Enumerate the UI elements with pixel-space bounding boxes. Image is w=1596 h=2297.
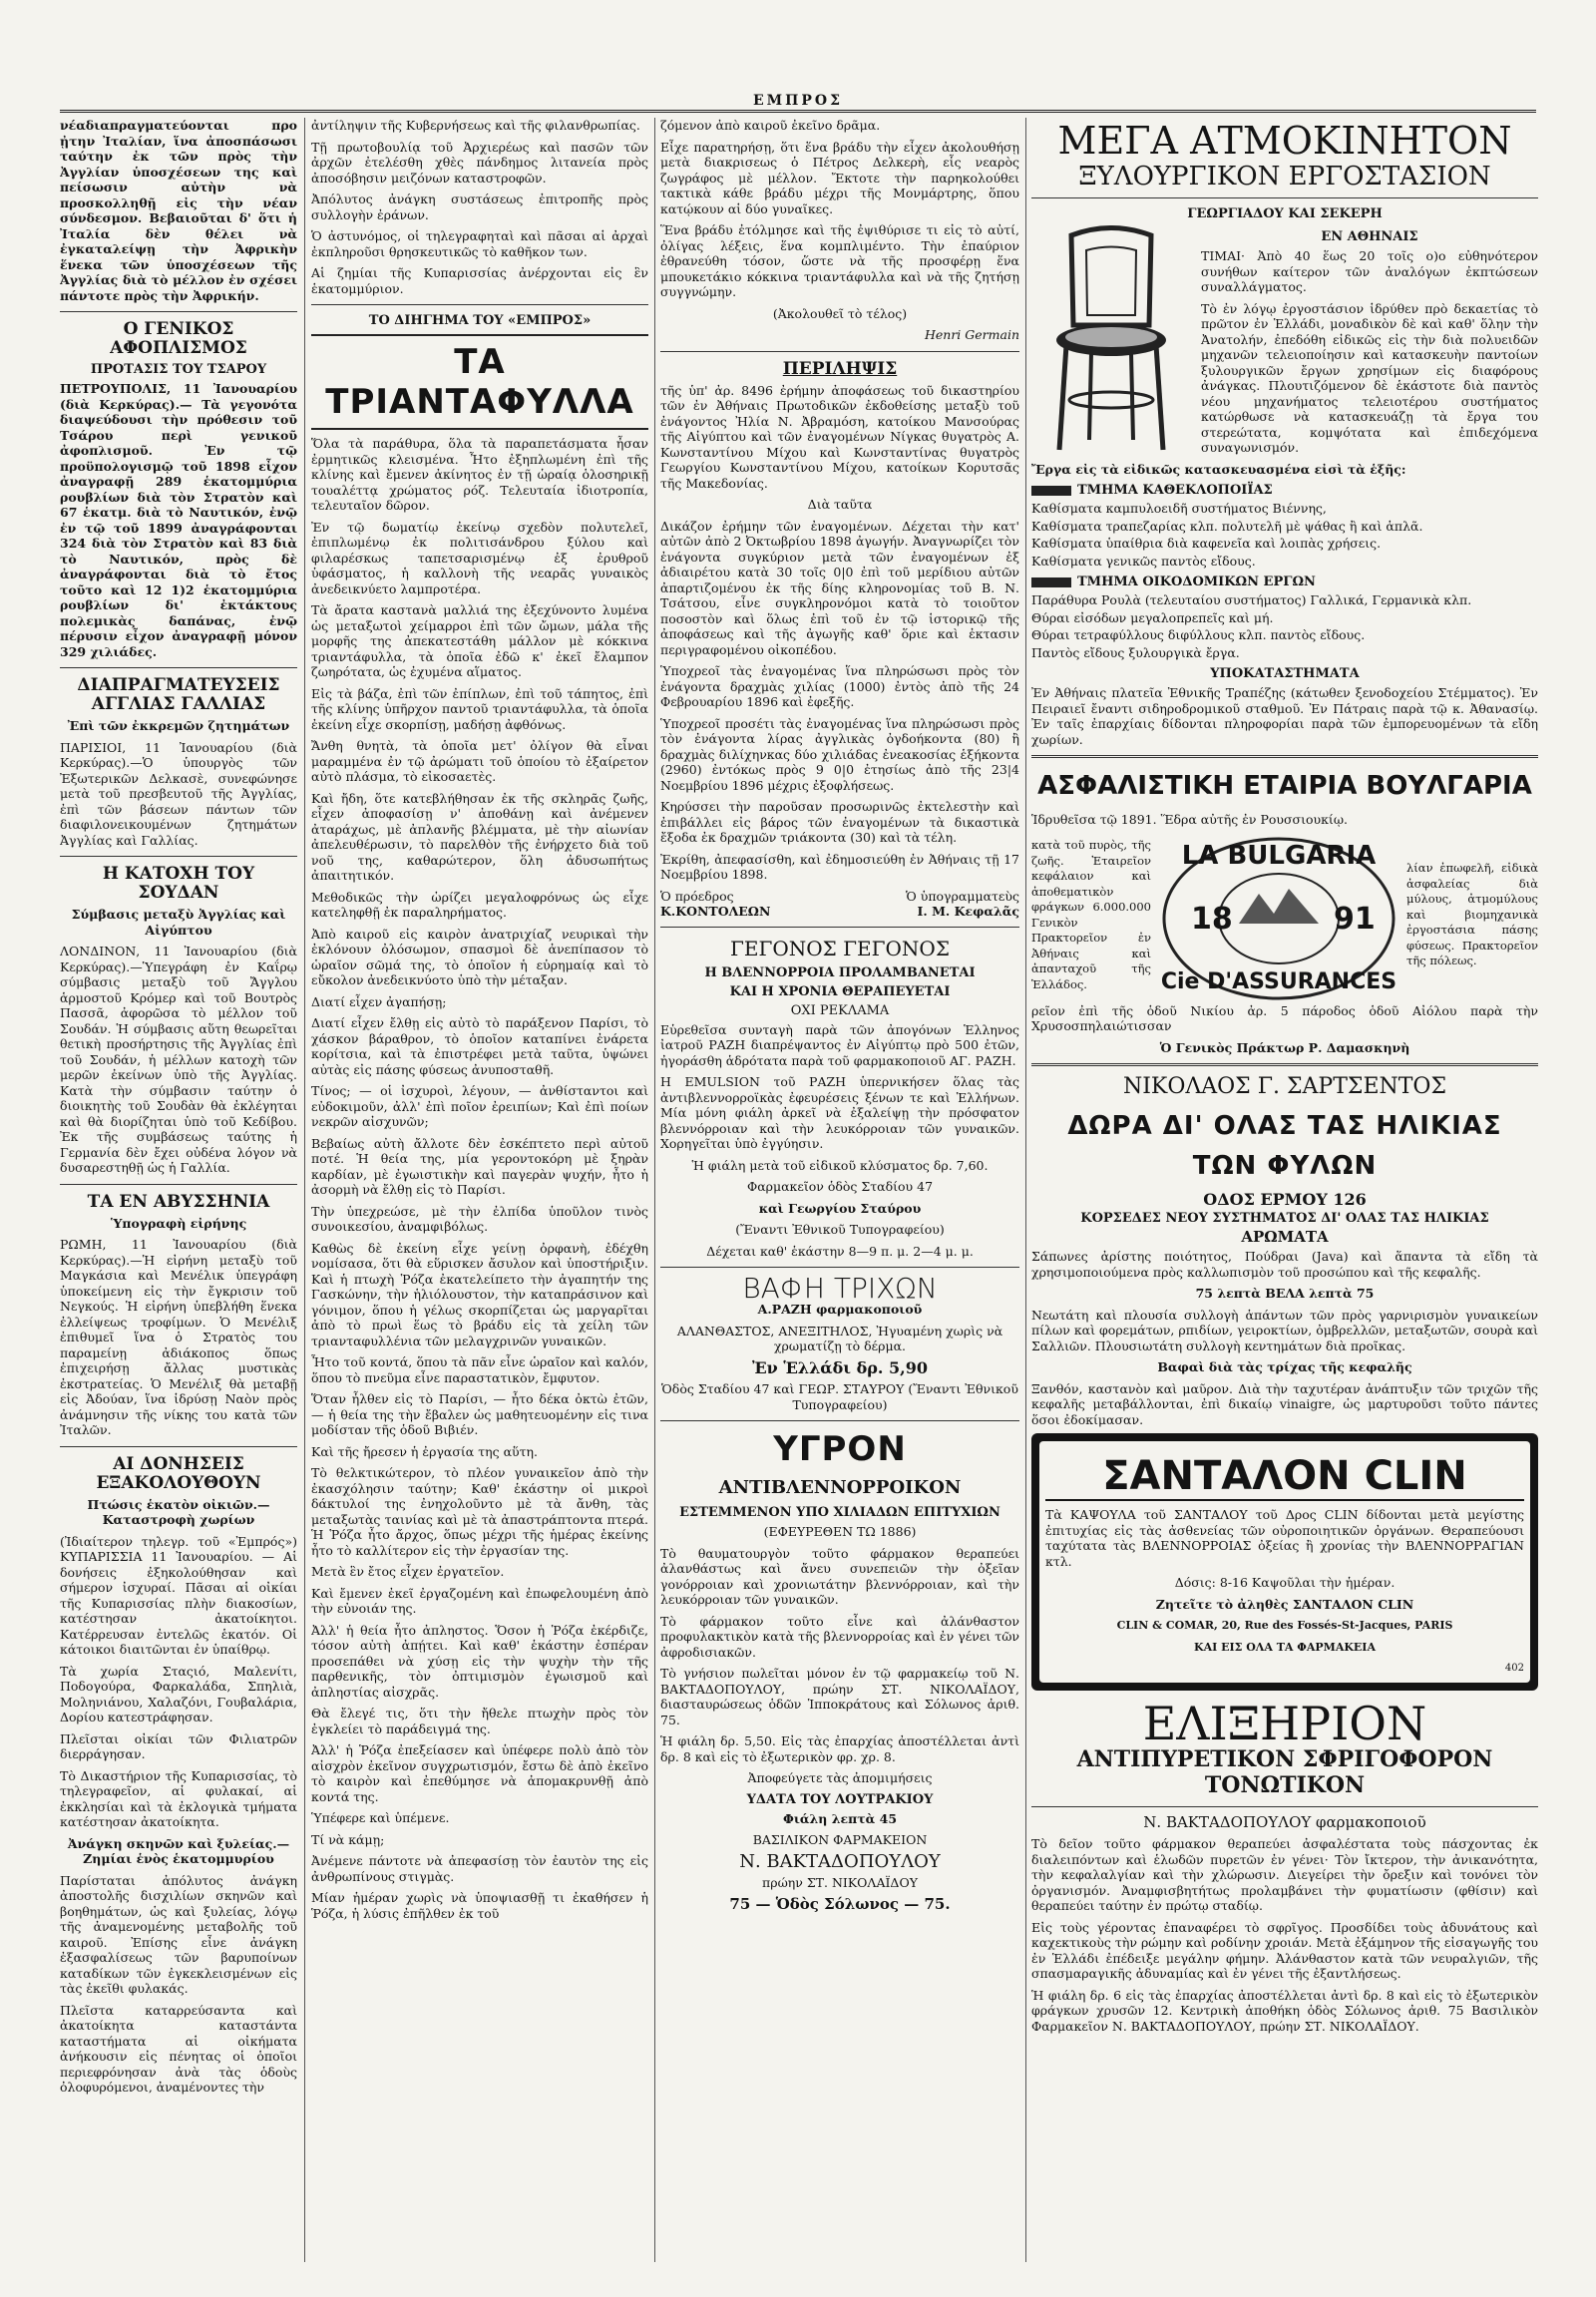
gegonos-sub1: Η ΒΛΕΝΝΟΡΡΟΙΑ ΠΡΟΛΑΜΒΑΝΕΤΑΙ xyxy=(704,964,976,980)
chair-illustration xyxy=(1031,225,1191,462)
story-p12: Βεβαίως αὐτὴ ἄλλοτε δὲν ἐσκέπτετο περὶ αὐτοῦ ποτέ. Ἡ θεία της, μία γεροντοκόρη μὲ ξηρὰν καρδίαν, μὲ ἐγωιστικὴν καὶ παγερὰν ψυχήν, ἦτο ἡ ἀσορμὴ νὰ ἔλθῃ εἰς τὸ Παρίσι. xyxy=(311,1135,648,1197)
dept-2-heading xyxy=(1031,574,1538,590)
dept-2-item: Θύραι τετραφύλλους διφύλλους κλπ. παντὸς εἴδους. xyxy=(1031,627,1366,642)
sig-left-label: Ὁ πρόεδρος xyxy=(660,888,734,904)
sart-vafai: Βαφαὶ διὰ τὰς τρίχας τῆς κεφαλῆς xyxy=(1157,1359,1412,1374)
pharmacy-line-2: καὶ Γεωργίου Σταύρου xyxy=(758,1200,922,1216)
vafi-price: Ἐν Ἑλλάδι δρ. 5,90 xyxy=(751,1357,929,1377)
chair-icon xyxy=(1031,225,1191,455)
story-p16: Ὅταν ἦλθεν εἰς τὸ Παρίσι, — ἦτο δέκα ὀκτὼ ἐτῶν, — ἡ θεία της τὴν ἔβαλεν ὡς μαθητευομένην εἰς τινα μοδίσταν τῆς ὁδοῦ Βιβιέν. xyxy=(311,1391,648,1437)
sig-right: Ι. Μ. Κεφαλᾶς xyxy=(917,903,1019,919)
story-p23: Ἀλλ' ἡ Ῥόζα ἐπεξείασεν καὶ ὑπέφερε πολὺ ἀπὸ τὸν αἰσχρὸν ἐκεῖνον συγχρωτισμόν, ἔστω δὲ ἀπὸ ἐκεῖνο τὸ καιρὸν καὶ ἐπεθύμησε νὰ ἀπομακρυνθῇ ἀπὸ κοντά της. xyxy=(311,1742,648,1804)
col2-top-1: ἀντίληψιν τῆς Κυβερνήσεως καὶ τῆς φιλανθρωπίας. xyxy=(311,118,640,133)
ygron-title: ΥΓΡΟΝ xyxy=(773,1429,907,1469)
heading-diapragmateuseis: ΔΙΑΠΡΑΓΜΑΤΕΥΣΕΙΣ ΑΓΓΛΙΑΣ ΓΑΛΛΙΑΣ xyxy=(77,675,280,714)
divider xyxy=(60,311,297,312)
pharmacy-line-3: (Ἔναντι Ἐθνικοῦ Τυπογραφείου) xyxy=(735,1222,945,1237)
story-author: Henri Germain xyxy=(924,327,1019,342)
story-p9: Διατί εἶχεν ἀγαπήσῃ; xyxy=(311,993,447,1009)
abyssinia-lead: Ὑπογραφὴ εἰρήνης xyxy=(110,1215,247,1231)
ygron-text-4: Ἡ φιάλη δρ. 5,50. Εἰς τὰς ἐπαρχίας ἀποστέλλεται ἀντὶ δρ. 8 καὶ εἰς τὸ ἐξωτερικὸν φρ. χρ. 8. xyxy=(660,1733,1019,1764)
story-p3: Τὰ ἄρατα καστανὰ μαλλιά της ἐξεχύνοντο λυμένα ὡς μεταξωτοὶ χείμαρροι ἐπὶ τῶν ὤμων, μάλα τῆς μορφῆς της ἀπεκατεστάθη μάλλον μὲ κόκκινα τριαντάφυλλα, τὰ ὁποῖα ἐδῶ κ' ἐκεῖ ἔλαμπον ζωηρότατα, ὡς ἐχυμένα αἵματος. xyxy=(311,602,648,679)
story-p21: Ἀλλ' ἡ θεία ἦτο ἀπληστος. Ὅσον ἡ Ῥόζα ἐκέρδιζε, τόσον αὐτὴ ἀπῄτει. Καὶ καθ' ἑκάστην ἐσπέραν προσεπάθει νὰ χύσῃ εἰς τὴν ψυχὴν τὴν τῆς παρθενικῆς, τὸν ὀπτιμισμὸν ἐγωισμοῦ καὶ ἀπληστίας αἰσχρᾶς. xyxy=(311,1622,648,1700)
story-p24: Ὑπέφερε καὶ ὑπέμενε. xyxy=(311,1810,450,1825)
ydata-prev: πρώην ΣΤ. ΝΙΚΟΛΑΪΔΟΥ xyxy=(762,1875,918,1890)
diapr-lead: Ἐπὶ τῶν ἐκκρεμῶν ζητημάτων xyxy=(67,718,290,733)
dept-bar xyxy=(1031,486,1071,496)
elix-pharmacy: Ν. ΒΑΚΤΑΔΟΠΟΥΛΟΥ φαρμακοποιοῦ xyxy=(1143,1812,1426,1831)
ygron-avoid: Ἀποφεύγετε τὰς ἀπομιμήσεις xyxy=(747,1770,933,1785)
ydata-price: Φιάλη λεπτὰ 45 xyxy=(782,1810,898,1826)
story-p7: Μεθοδικῶς τὴν ὡρίζει μεγαλοφρόνως ὡς εἶχε κατεληφθῇ ἐκ παραληρήματος. xyxy=(311,889,648,920)
story-p20: Καὶ ἔμενεν ἐκεῖ ἐργαζομένη καὶ ἐπωφελουμένη ἀπὸ τὴν εὐνοιάν της. xyxy=(311,1585,648,1616)
signature-labels xyxy=(660,889,1019,904)
doniseis-text-1: (Ἰδιαίτερον τηλεγρ. τοῦ «Ἐμπρός») ΚΥΠΑΡΙΣΣΙΑ 11 Ἰανουαρίου. — Αἱ δονήσεις ἐξηκολούθησαν καὶ σήμερον ἰσχυραί. Πᾶσαι αἱ οἰκίαι τῆς Κυπαρισσίας πλὴν διακοσίων, κατέστησαν ἀκατοίκητοι. Κατέρρευσαν ἐντελῶς ἑκατόν. Οἱ κάτοικοι διαιτῶνται ἐν ὑπαίθρῳ. xyxy=(60,1533,297,1657)
abyssinia-text: ΡΩΜΗ, 11 Ἰανουαρίου (διὰ Κερκύρας).—Ἡ εἰρήνη μεταξὺ τοῦ Μαγκάσια καὶ Μενέλικ ὑπεγράφη ὑποκείμενη εἰς τὴν ἔγκρισιν τοῦ Νεγκούς. Ἡ εἰρήνη ὑπεβλήθη ἕνεκα ἐλλείψεως τροφίμων. Ὁ Μενέλιξ ἐπιθυμεῖ ἵνα ὁ Στρατὸς του παραμείνῃ ἀδιάκοπος ὅπως ἐπιχειρήσῃ ἄλλας μυστικὰς ἐκστρατείας. Ὁ Μενέλιξ θὰ μεταβῇ εἰς Ἀδούαν, ἵνα ἱδρύσῃ Ναὸν πρὸς ἀνάμνησιν τῆς νίκης του κατὰ τῶν Ἰταλῶν. xyxy=(60,1237,297,1437)
column-rule xyxy=(304,118,305,2262)
story-p18: Τὸ θελκτικώτερον, τὸ πλέον γυναικεῖον ἀπὸ τὴν ἐκασχόλησιν ταύτην; Καθ' ἑκάστην οἱ μικροὶ δάκτυλοί της ἐνηχολοῦντο μὲ τὰ ἄνθη, τὰς μεταξωτὰς ταινίας καὶ μὲ τὰ ἀπαστράπτοντα πτερά. Ἡ Ῥόζα ἦτο ἄρχος, ὅπως μέχρι τῆς ἡμέρας ἐκείνης ἦτο τὸ καλλίτερον εἰς τὴν ἐργασίαν της. xyxy=(311,1465,648,1558)
ydata-title: ΥΔΑΤΑ ΤΟΥ ΛΟΥΤΡΑΚΙΟΥ xyxy=(746,1791,934,1807)
santalon-title: ΣΑΝΤΑΛΟΝ CLIN xyxy=(1045,1453,1524,1501)
story-p13: Τὴν ὑπεχρεώσε, μὲ τὴν ἐλπίδα ὑποῦλον τινὸς συνοικεσίου, ἀναμφιβόλως. xyxy=(311,1203,648,1234)
seal-bottom-text: Cie D'ASSURANCES xyxy=(1160,968,1397,994)
santalon-address: CLIN & COMAR, 20, Rue des Fossés-St-Jacques, PARIS xyxy=(1116,1619,1453,1632)
story-p10: Διατί εἶχεν ἔλθῃ εἰς αὐτὸ τὸ παράξενον Παρίσι, τὸ χάσκον βάραθρον, τὸ ὁποῖον καταπίνει ἐνάρετα κορίτσια, καὶ τὰ ἐπιστρέφει μετὰ ταῦτα, ὑψώνει αὐτὰς εἰς πάσης φύσεως ἀνυποσταθῆ. xyxy=(311,1015,648,1077)
divider xyxy=(1031,197,1538,198)
divider xyxy=(1031,1063,1538,1066)
divider xyxy=(660,351,1019,352)
col2-top-2: Τῇ πρωτοβουλίᾳ τοῦ Ἀρχιερέως καὶ πασῶν τῶν ἀρχῶν ἐτελέσθη χθὲς πάνδημος λιτανεία πρὸς ἀποσόβησιν μειζόνων καταστροφῶν. xyxy=(311,139,648,186)
perilipsis-dia-tauta: Διὰ ταῦτα xyxy=(807,497,873,512)
heading-abyssinia: ΤΑ ΕΝ ΑΒΥΣΣΗΝΙΑ xyxy=(87,1191,270,1212)
heading-soudan: Η ΚΑΤΟΧΗ ΤΟΥ ΣΟΥΔΑΝ xyxy=(102,864,255,903)
column-2 xyxy=(311,118,648,2262)
story-p22: Θὰ ἔλεγέ τις, ὅτι τὴν ἤθελε πτωχὴν πρὸς τὸν ἐγκλείει τὸ παράδειγμά της. xyxy=(311,1706,648,1736)
vafi-text: ΑΛΑΝΘΑΣΤΟΣ, ΑΝΕΞΙΤΗΛΟΣ, Ἠγυαμένη χωρὶς νὰ χρωματίζῃ τὸ δέρμα. xyxy=(676,1323,1003,1353)
sart-korses: ΚΟΡΣΕΔΕΣ ΝΕΟΥ ΣΥΣΤΗΜΑΤΟΣ ΔΙ' ΟΛΑΣ ΤΑΣ ΗΛΙΚΙΑΣ xyxy=(1080,1211,1489,1226)
story-p6: Καὶ ἤδη, ὅτε κατεβλήθησαν ἐκ τῆς σκληρᾶς ζωῆς, εἶχεν ἀποφασίσῃ ν' ἀποθάνῃ καὶ ἀνέμενεν ἀταράχως, μὲ ἀπλανῆς βλέμματα, μὲ τὴν αἰωνίαν ἀπελευθέρωσιν, τὸ παρελθὸν τῆς ἐνήρχετο διὰ τοῦ νοῦ της, καθαρώτερον, ὅλη ἀδυσωπήτως ἀπαιτητικόν. xyxy=(311,790,648,883)
soudan-text: ΛΟΝΔΙΝΟΝ, 11 Ἰανουαρίου (διὰ Κερκύρας).—Ὑπεγράφη ἐν Καΐρῳ σύμβασις μεταξὺ τοῦ Ἄγγλου ἁρμοστοῦ Κρόμερ καὶ τοῦ Βουτρὸς Πασσᾶ, ἀφορῶσα τὸ μέλλον τοῦ Σουδάν. Ἡ σύμβασις αὕτη θεωρεῖται θετικὴ προσήρτησις τῆς Ἀγγλίας ἐπὶ τοῦ Σουδάν, ἡ μέλλων κατοχὴ τῶν μερῶν ἐκείνων ὑπὸ τῆς Ἀγγλίας. Κατὰ τὴν σύμβασιν ταύτην ὁ διοικητὴς τοῦ Σουδὰν θὰ ἐκλέγηται καὶ θὰ διορίζηται ὑπὸ τοῦ Κεδίβου. Ἐκ τῆς συμβάσεως ταύτης ἡ Γερμανία δὲν ἔχει οὐδένα λόγον νὰ δυσαρεστηθῇ ὡς ἡ Γαλλία. xyxy=(60,944,297,1175)
column-rule xyxy=(1025,118,1026,2262)
divider xyxy=(60,1184,297,1185)
dept-1-heading xyxy=(1031,483,1538,499)
dept-2-item: Παράθυρα Ρουλὰ (τελευταίου συστήματος) Γαλλικά, Γερμανικὰ κλπ. xyxy=(1031,592,1472,607)
story-p27: Μίαν ἡμέραν χωρὶς νὰ ὑποψιασθῇ τι ἐκαθήσεν ἡ Ῥόζα, ἡ λύσις ἐπῆλθεν ἐκ τοῦ xyxy=(311,1890,648,1921)
sig-right-label: Ὁ ὑπογραμματεὺς xyxy=(906,888,1019,904)
gegonos-sub2: ΚΑΙ Η ΧΡΟΝΙΑ ΘΕΡΑΠΕΥΕΤΑΙ xyxy=(729,983,951,999)
story-p14: Καθὼς δὲ ἐκείνη εἶχε γείνῃ ὀρφανὴ, ἐδέχθη νομίσασα, ὅτι θὰ εὕρισκεν ἄσυλον καὶ ὑποστήριξιν. Καὶ ἡ πτωχὴ Ῥόζα ἐκατελείπετο τὴν ἀγαπητήν της Γασκώνην, τὴν ἡλιόλουστον, τὴν καταπράσινον καὶ γόνιμον, ὅπου ἡ γέλως σκορπίζεται ὡς μαργαρῖται ἀπὸ τὸ πρωὶ ἕως τὸ βράδυ εἰς τὰ χείλη τῶν τριανταφυλλένια τῶν μελαγχρινῶν γυναικῶν. xyxy=(311,1240,648,1348)
story-p5: Ἄνθη θνητὰ, τὰ ὁποῖα μετ' ὀλίγον θὰ εἶναι μαραμμένα ἐν τῷ ἀρώματι τοῦ ὁποίου τὸ ἐξαίρετον αὐτὸ πλάσμα, τὸ εἰκοσαετὲς. xyxy=(311,738,648,784)
sart-big: ΔΩΡΑ ΔΙ' ΟΛΑΣ ΤΑΣ ΗΛΙΚΙΑΣ ΤΩΝ ΦΥΛΩΝ xyxy=(1067,1111,1502,1181)
perilipsis-6: Ἐκρίθη, ἀπεφασίσθη, καὶ ἐδημοσιεύθη ἐν Ἀθήναις τῇ 17 Νοεμβρίου 1898. xyxy=(660,851,1019,882)
divider xyxy=(660,1420,1019,1421)
santalon-address-2: ΚΑΙ ΕΙΣ ΟΛΑ ΤΑ ΦΑΡΜΑΚΕΙΑ xyxy=(1194,1640,1376,1654)
santalon-code: 402 xyxy=(1504,1663,1524,1674)
perilipsis-3: Ὑποχρεοῖ τὰς ἐναγομένας ἵνα πληρώσωσι πρὸς τὸν ἐνάγοντα δραχμὰς χιλίας (1000) ἐντὸς ἀπὸ τῆς 24 Φεβρουαρίου 1896 καὶ ἐφεξῆς. xyxy=(660,663,1019,709)
gegonos-sub3: ΟΧΙ ΡΕΚΛΑΜΑ xyxy=(790,1002,890,1018)
insurance-left: κατὰ τοῦ πυρὸς, τῆς ζωῆς. Ἑταιρεῖον κεφάλαιον καὶ ἀποθεματικὸν φράγκων 6.000.000 Γενικὸν Πρακτορεῖον ἐν Ἀθήναις καὶ ἀπανταχοῦ τῆς Ἑλλάδος. xyxy=(1031,838,1151,991)
ad-works: Ἔργα εἰς τὰ εἰδικῶς κατασκευασμένα εἰσὶ τὰ ἑξῆς: xyxy=(1031,461,1406,477)
dept-2-label: ΤΜΗΜΑ ΟΙΚΟΔΟΜΙΚΩΝ ΕΡΓΩΝ xyxy=(1077,574,1316,589)
divider xyxy=(60,1446,297,1447)
ad-city: ΕΝ ΑΘΗΝΑΙΣ xyxy=(1321,229,1418,244)
story-p15: Ἦτο τοῦ κοντά, ὅπου τὰ πᾶν εἶνε ὡραῖον καὶ καλόν, ὅπου τὸ πνεῦμα εἶνε παραστατικὸν, ἔμφυτον. xyxy=(311,1354,648,1385)
story-label: ΤΟ ΔΙΗΓΗΜΑ ΤΟΥ «ΕΜΠΡΟΣ» xyxy=(368,313,592,328)
elix-title: ΕΛΙΞΗΡΙΟΝ xyxy=(1142,1696,1427,1750)
elix-text-2: Εἰς τοὺς γέροντας ἐπαναφέρει τὸ σφρῖγος. Προσδίδει τοὺς ἀδυνάτους καὶ καχεκτικοὺς τὴν ρώμην καὶ ροδίνην χροιάν. Μετὰ ἐξάμηνον τῆς εἰσαγωγῆς του ἐν Ἑλλάδι ἐπέδειξε μεγάλην φήμην. Ἀλάνθαστον κατὰ τῶν νευραλγιῶν, τῆς σπασμαραγικῆς ἀδυναμίας καὶ ἐν γένει τῆς ἐξαντλήσεως. xyxy=(1031,1919,1538,1981)
column-rule xyxy=(654,118,655,2262)
emulsion-price: Ἡ φιάλη μετὰ τοῦ εἰδικοῦ κλύσματος δρ. 7,60. xyxy=(691,1157,989,1173)
branches-text: Ἐν Ἀθήναις πλατεῖα Ἐθνικῆς Τραπέζης (κάτωθεν ξενοδοχείου Στέμματος). Ἐν Πειραιεῖ ἔναντι σιδηροδρομικοῦ σταθμοῦ. Ἐν Πάτραις παρὰ τῷ κ. Ἀθανασίῳ. Ἐν ταῖς ἐπαρχίαις δίδονται πληροφορίαι παρὰ τῶν ἐμπορευομένων τὰ εἴδη χωρίων. xyxy=(1031,685,1538,747)
pharmacy-line-4: Δέχεται καθ' ἑκάστην 8—9 π. μ. 2—4 μ. μ. xyxy=(706,1243,974,1259)
santalon-dose: Δόσις: 8-16 Καψοῦλαι τὴν ἡμέραν. xyxy=(1174,1575,1396,1590)
sart-text-3: Ξανθόν, καστανὸν καὶ μαῦρον. Διὰ τὴν ταχυτέραν ἀνάπτυξιν τῶν τριχῶν τῆς κεφαλῆς μεταβάλλονται, ἐπὶ δικαίῳ vinaigre, ὡς μαρτυροῦσι τοῦτο πάντες ὅσοι ἐδοκίμασαν. xyxy=(1031,1380,1538,1427)
sart-aromata: ΑΡΩΜΑΤΑ xyxy=(1241,1228,1329,1246)
story-p19: Μετὰ ἓν ἔτος εἶχεν ἐργατεῖον. xyxy=(311,1564,505,1579)
elix-subtitle: ΑΝΤΙΠΥΡΕΤΙΚΟΝ ΣΦΡΙΓΟΦΟΡΟΝ ΤΟΝΩΤΙΚΟΝ xyxy=(1076,1745,1493,1798)
divider xyxy=(660,1267,1019,1268)
story-cont-2: Εἶχε παρατηρήσῃ, ὅτι ἕνα βράδυ τὴν εἶχεν ἀκολουθήσῃ μετὰ διακρισεως ὁ Πέτρος Δελκερὴ, εἷς νεαρὸς ζωγράφος μὲ μέλλον. Ἔκτοτε τὴν παρηκολούθει τακτικὰ κάθε βράδυ μέχρι τῆς Μονμάρτρης, ὅπου κατῴκουν αἱ δύο γυναῖκες. xyxy=(660,139,1019,216)
divider xyxy=(660,927,1019,928)
dept-1-item: Καθίσματα ὑπαίθρια διὰ καφενεῖα καὶ λοιπὰς χρήσεις. xyxy=(1031,536,1382,551)
ydata-name: Ν. ΒΑΚΤΑΔΟΠΟΥΛΟΥ xyxy=(739,1850,941,1872)
ad-owners: ΓΕΩΡΓΙΑΔΟΥ ΚΑΙ ΣΕΚΕΡΗ xyxy=(1187,206,1383,221)
intro-paragraph: νέαδιαπραγματεύονται προ ᾐτην Ἰταλίαν, ἵνα ἀποσπάσωσι ταύτην ἐκ τῶν πρὸς τὴν Ἀγγλίαν ὑποσχέσεων της καὶ πείσωσιν αὐτὴν νὰ προσκολληθῇ εἰς τὴν νέαν σύνδεσμον. Βεβαιοῦται δ' ὅτι ἡ Ἰταλία δὲν θέλει νὰ ἐγκαταλείψῃ τὴν Ἀφρικὴν ἕνεκα τῶν ὑποσχέσεων τῆς Ἀγγλίας διὰ τὸ μέλλον ἐν σχέσει πάντοτε πρὸς τὴν Ἀφρικήν. xyxy=(60,118,297,303)
seal-top-text: LA BULGARIA xyxy=(1181,840,1377,871)
column-3 xyxy=(660,118,1019,2262)
col2-top-3: Ἀπόλυτος ἀνάγκη συστάσεως ἐπιτροπῆς πρὸς συλλογὴν ἐράνων. xyxy=(311,191,648,222)
tents-text: Παρίσταται ἀπόλυτος ἀνάγκη ἀποστολῆς δισχιλίων σκηνῶν καὶ βοηθημάτων, ὡς καὶ ξυλείας, λόγῳ τῆς ἀναμενομένης μεταβολῆς τοῦ καιροῦ. Ἐπίσης εἶνε ἀνάγκη ἐξασφαλίσεως τῶν βαρυποίνων καταδίκων τῶν ἐγκεκλεισμένων εἰς τὰς ἐκεῖθι φυλακάς. xyxy=(60,1872,297,1996)
col2-top-5: Αἱ ζημίαι τῆς Κυπαρισσίας ἀνέρχονται εἰς ἓν ἑκατομμύριον. xyxy=(311,265,648,296)
story-p25: Τί νὰ κάμῃ; xyxy=(311,1831,385,1847)
story-p2: Ἐν τῷ δωματίῳ ἐκείνῳ σχεδὸν πολυτελεῖ, ἐπιπλωμένῳ ἐκ πολιτισάνδρου ξύλου καὶ φιλαρέσκως ταπετσαρισμένῳ ἐξ ἐρυθροῦ ὑφάσματος, ἡ καλλονὴ τῆς νεαρᾶς γυναικὸς ἀνεδεικνύετο λαμπροτέρα. xyxy=(311,519,648,596)
story-cont-1: ζόμενον ἀπὸ καιροῦ ἐκεῖνο δρᾶμα. xyxy=(660,118,881,133)
elix-text: Τὸ δεῖον τοῦτο φάρμακον θεραπεύει ἀσφαλέστατα τοὺς πάσχοντας ἐκ διαλειπόντων καὶ ἑλωδῶν πυρετῶν ἐν γένει· Τὸν ἴκτερον, τὴν ἀνικανότητα, τὴν κεφαλαλγίαν καὶ τὴν χλώρωσιν. Διεγείρει τὴν ὄρεξιν καὶ τονόνει τὸν ὀργανισμόν. Ἀναμφισβητήτως προλαμβάνει τὴν φυματίωσιν (φθίσιν) καὶ θεραπεύει ταύτην ἐν πρώτῳ σταδίῳ. xyxy=(1031,1836,1538,1913)
insurance-title: ΑΣΦΑΛΙΣΤΙΚΗ ΕΤΑΙΡΙΑ ΒΟΥΛΓΑΡΙΑ xyxy=(1037,771,1532,801)
doniseis-text-4: Τὸ Δικαστήριον τῆς Κυπαρισσίας, τὸ τηλεγραφεῖον, αἱ φυλακαί, αἱ ἐκκλησίαι καὶ τὰ ἐκλογικὰ τμήματα κατέστησαν ἀκατοίκητα. xyxy=(60,1767,297,1829)
vafi-sub: Α.ΡΑΖΗ φαρμακοποιοῦ xyxy=(757,1302,923,1317)
ygron-text-3: Τὸ γνήσιον πωλεῖται μόνον ἐν τῷ φαρμακείῳ τοῦ Ν. ΒΑΚΤΑΔΟΠΟΥΛΟΥ, πρώην ΣΤ. ΝΙΚΟΛΑΪΔΟΥ, διασταυρώσεως ὁδῶν Ἱπποκράτους καὶ Σόλωνος ἀριθ. 75. xyxy=(660,1666,1019,1727)
story-p11: Τίνος; — οἱ ἰσχυροὶ, λέγουν, — ἀνθίσταντοι καὶ εὐδοκιμοῦν, ἀλλ' ἐπὶ ποῖον ἐρειπίων; Καὶ ἐπὶ ποίων νεκρῶν αἰσχυνῶν; xyxy=(311,1083,648,1129)
story-title: ΤΑ ΤΡΙΑΝΤΑΦΥΛΛΑ xyxy=(311,334,648,430)
ygron-subtitle-2: ΕΣΤΕΜΜΕΝΟΝ ΥΠΟ ΧΙΛΙΑΔΩΝ ΕΠΙΤΥΧΙΩΝ xyxy=(679,1505,1000,1520)
vafi-address: Ὁδὸς Σταδίου 47 καὶ ΓΕΩΡ. ΣΤΑΥΡΟΥ (Ἔναντι Ἐθνικοῦ Τυπογραφείου) xyxy=(661,1381,1018,1412)
divider xyxy=(1031,1806,1538,1807)
story-p1: Ὅλα τὰ παράθυρα, ὅλα τὰ παραπετάσματα ἦσαν ἐρμητικῶς κλεισμένα. Ἦτο ἐξηπλωμένη ἐπὶ τῆς κλίνης καὶ ἔμενεν ἀκίνητος ἐν τῇ ὡραίᾳ ὁλοσηρικῇ τουαλέττᾳ χρώματος ρόζ. Τελευταία ἰδιοτροπία, τελευταῖον δῶρον. xyxy=(311,436,648,513)
heading-doniseis: ΑΙ ΔΟΝΗΣΕΙΣ ΕΞΑΚΟΛΟΥΘΟΥΝ xyxy=(96,1453,261,1493)
gegonos-heading: ΓΕΓΟΝΟΣ ΓΕΓΟΝΟΣ xyxy=(730,936,950,960)
divider xyxy=(60,667,297,668)
col2-top-4: Ὁ ἀστυνόμος, οἱ τηλεγραφηταὶ καὶ πᾶσαι αἱ ἀρχαὶ ἐκπληροῦσι θρησκευτικῶς τὸ καθῆκον των. xyxy=(311,228,648,259)
branches-title: ΥΠΟΚΑΤΑΣΤΗΜΑΤΑ xyxy=(1210,666,1360,681)
dept-2-item: Θύραι εἰσόδων μεγαλοπρεπεῖς καὶ μή. xyxy=(1031,609,1274,625)
insurance-address: ρεῖον ἐπὶ τῆς ὁδοῦ Νικίου ἀρ. 5 πάροδος ὁδοῦ Αἰόλου παρὰ τὴν Χρυσοσπηλαιώτισσαν xyxy=(1031,1002,1538,1033)
ad-title: ΜΕΓΑ ΑΤΜΟΚΙΝΗΤΟΝ xyxy=(1057,119,1512,163)
perilipsis-5: Κηρύσσει τὴν παροῦσαν προσωρινῶς ἐκτελεστὴν καὶ ἐπιβάλλει εἰς βάρος τῶν ἐναγομένων τὰ δικαστικὰ ἔξοδα ἐκ δραχμῶν τριάκοντα (30) καὶ τὰ τέλη. xyxy=(660,799,1019,845)
doniseis-lead: Πτώσις ἑκατὸν οἰκιῶν.—Καταστροφὴ χωρίων xyxy=(87,1496,270,1527)
insurance-right: λίαν ἐπωφελῆ, εἰδικὰ ἀσφαλείας διὰ μύλους, ἀτμομύλους καὶ βιομηχανικὰ ἐργοστάσια πάσης φύσεως. Πρακτορεῖον τῆς πόλεως. xyxy=(1406,861,1538,968)
sart-vela: 75 λεπτὰ ΒΕΛΑ λεπτὰ 75 xyxy=(1195,1286,1375,1301)
sart-text-2: Νεωτάτη καὶ πλουσία συλλογὴ ἁπάντων τῶν πρὸς γαρνιρισμὸν γυναικείων πίλων καὶ φορεμάτων, ρπιδίων, γειροκτίων, ὀμβρελλῶν, μεταξωτῶν, σουρὰ καὶ Σαλλιῶν. Πλουσιωτάτη συλλογὴ κεντημάτων διὰ προῖκας. xyxy=(1031,1307,1538,1353)
ygron-subtitle: ΑΝΤΙΒΛΕΝΝΟΡΡΟΙΚΟΝ xyxy=(718,1477,962,1498)
la-bulgaria-seal xyxy=(1159,834,1398,1003)
ygron-since: (ΕΦΕΥΡΕΘΕΝ ΤΩ 1886) xyxy=(763,1524,917,1539)
diapr-text: ΠΑΡΙΣΙΟΙ, 11 Ἰανουαρίου (διὰ Κερκύρας).—Ὁ ὑπουργὸς τῶν Ἐξωτερικῶν Δελκασὲ, συνεφώνησε μετὰ τοῦ πρεσβευτοῦ τῆς Ἀγγλίας, ἐπὶ τῶν βάσεων πάντων τῶν διαφιλονεικουμένων ζητημάτων Ἀγγλίας καὶ Γαλλίας. xyxy=(60,739,297,848)
emulsion-text: Η EMULSION τοῦ ΡΑΖΗ ὑπερνικήσεν ὅλας τὰς ἀντιβλεννορροϊκὰς ἐφευρέσεις ξένων τε καὶ Ἑλλήνων. Μία μόνη φιάλη ἀρκεῖ νὰ ἐξαλείψῃ τὴν πρόσφατον βλεννόρροιαν καὶ τὴν λευκόρροιαν τῶν γυναικῶν. Χορηγεῖται ὑπὸ ἐγγύησιν. xyxy=(660,1074,1019,1151)
santalon-ad xyxy=(1031,1433,1538,1691)
divider xyxy=(311,304,648,305)
sig-left: Κ.ΚΟΝΤΟΛΕΩΝ xyxy=(660,903,771,919)
sart-text: Σάπωνες ἀρίστης ποιότητος, Πούδραι (Java) καὶ ἅπαντα τὰ εἴδη τὰ χρησιμοποιούμενα πρὸς καλλωπισμὸν τοῦ προσώπου καὶ τῆς κεφαλῆς. xyxy=(1031,1249,1538,1280)
santalon-text: Τὰ ΚΑΨΟΥΛΑ τοῦ ΣΑΝΤΑΛΟΥ τοῦ Δρος CLIN δίδονται μετὰ μεγίστης ἐπιτυχίας εἰς τὰς ἀσθενείας τῶν οὐροποιητικῶν ὀργάνων. Θεραπεύουσι ταχύτατα τὰς ΒΛΕΝΝΟΡΡΟΙΑΣ ὀξείας ἢ χρονίας τὴν ΒΛΕΝΝΟΡΡΑΓΙΑΝ κτλ. xyxy=(1045,1507,1524,1569)
subheading-protaseis: ΠΡΟΤΑΣΙΣ ΤΟΥ ΤΣΑΡΟΥ xyxy=(90,362,267,377)
gegonos-text: Εὑρεθεῖσα συνταγὴ παρὰ τῶν ἀπογόνων Ἑλληνος ἰατροῦ ΡΑΖΗ διαπρέψαντος ἐν Αἰγύπτῳ πρὸ 500 ἐτῶν, ἠγοράσθη ἁδρότατα παρὰ τοῦ φαρμακοποιοῦ ΑΓ. ΡΑΖΗ. xyxy=(660,1021,1019,1068)
insurance-agent: Ὁ Γενικὸς Πράκτωρ Ρ. Δαμασκηνὴ xyxy=(1159,1039,1410,1055)
column-1 xyxy=(60,118,297,2262)
divider xyxy=(1031,755,1538,758)
insurance-founded: Ἱδρυθεῖσα τῷ 1891. Ἕδρα αὐτῆς ἐν Ρουσσιουκίῳ. xyxy=(1031,812,1348,827)
seal-year-left: 18 xyxy=(1191,901,1233,937)
dept-1-item: Καθίσματα γενικῶς παντὸς εἴδους. xyxy=(1031,553,1256,569)
heading-afoplismos: Ο ΓΕΝΙΚΟΣ ΑΦΟΠΛΙΣΜΟΣ xyxy=(110,319,247,358)
ygron-text-2: Τὸ φάρμακον τοῦτο εἶνε καὶ ἀλάνθαστον προφυλακτικὸν κατὰ τῆς βλεννορροίας καὶ ἐν γένει τῶν ἀφροδισιακῶν. xyxy=(660,1613,1019,1660)
tents-text-2: Πλεῖστα καταρρεύσαντα καὶ ἀκατοίκητα καταστάντα καταστήματα αἱ οἰκήματα ἀνήκουσιν εἰς πένητας οἱ ὁποῖοι περιεφρόνησαν ἀνὰ τὰς ὁδοὺς ὀλοφυρόμενοι, ἀναμένοντες τὴν xyxy=(60,2002,297,2095)
story-cont-4: (Ἀκολουθεῖ τὸ τέλος) xyxy=(772,305,908,321)
ad-text: Τὸ ἐν λόγῳ ἐργοστάσιον ἱδρύθεν πρὸ δεκαετίας τὸ πρῶτον ἐν Ἑλλάδι, μοναδικὸν δὲ καὶ καθ' ὅλην τὴν Ἀνατολήν, ἐπεδόθη εἰδικῶς εἰς τὴν διὰ πολυειδῶν μηχανῶν τελειοποίησιν καὶ κατασκευὴν παντοίων ξυλουργικῶν ἔργων χρησίμων εἰς διαφόρους ἀνάγκας. Πλουτιζόμενον δὲ ἑκάστοτε διὰ παντὸς νέου μηχανήματος τελειοτέρου συστήματος κατώρθωσε νὰ κατασκευάζῃ τὰ ἔργα του στερεώτατα, κομψότατα καὶ ἐπιδεχόμενα συναγωνισμόν. xyxy=(1201,300,1538,455)
perilipsis-4: Ὑποχρεοῖ προσέτι τὰς ἐναγομένας ἵνα πληρώσωσι πρὸς τὸν ἐνάγοντα λίρας ἀγγλικὰς ὀγδοήκοντα (80) ἢ δραχμὰς διλίχηνκας δύο χιλιάδας ἐνεακοσίας ἑξήκοντα (2960) ἐντόκως πρὸς 9 0|0 ἐτησίως ἀπὸ τῆς 23|4 Νοεμβρίου 1896 μέχρις ἐξοφλήσεως. xyxy=(660,715,1019,793)
doniseis-text-2: Τὰ χωρία Σταςιό, Μαλενίτι, Ποδογούρα, Φαρκαλάδα, Σπηλιὰ, Μοληνιάνου, Χαλαζόνι, Γουβαλάρια, Δορίου κατεστράφησαν. xyxy=(60,1663,297,1724)
ad-prices: ΤΙΜΑΙ· Ἀπὸ 40 ἕως 20 τοῖς ο)ο εὐθηνότερον συνήθων καίτερον τῶν ἀναλόγων ἐκπτώσεων συναλλάγματος. xyxy=(1201,248,1538,294)
pharmacy-line-1: Φαρμακεῖον ὁδὸς Σταδίου 47 xyxy=(746,1179,934,1194)
dept-1-item: Καθίσματα τραπεζαρίας κλπ. πολυτελῆ μὲ ψάθας ἢ καὶ ἁπλᾶ. xyxy=(1031,518,1423,534)
perilipsis-2: Δικάζον ἐρήμην τῶν ἐναγομένων. Δέχεται τὴν κατ' αὐτῶν ἀπὸ 2 Ὀκτωβρίου 1898 ἀγωγήν. Ἀναγνωρίζει τὸν ἐνάγοντα συγκύριον μετὰ τῶν ἐναγομένων ἐξ ἀδιαιρέτου κατὰ 30 τοῖς 0|0 ἐπὶ τοῦ μερίδιου αὐτῶν ἀπαρτιζομένου ἐκ τῆς δίης κληρονομίας τοῦ Β. Ν. Τσάτσου, εἶνε συγκληρονόμοι κατὰ τὸ τοιοῦτον ποσοστὸν καὶ ὅλως ἐπὶ τοῦ ἐν τῷ ἱστορικῷ τῆς ἀποφάσεως καὶ τῆς ἀγωγῆς καθ' ὅριε καὶ ἐκτασιν περιγραφομένου οἰκοπέδου. xyxy=(660,518,1019,657)
story-p8: Ἀπὸ καιροῦ εἰς καιρὸν ἀνατριχίαζ νευρικαὶ τὴν ἐκλόνουν ὀλόσωμον, σπασμοὶ δὲ ἀνεπίπασον τὸ ὡραῖον σῶμά της, τὸ ὁποῖον ἡ εὐρημαίᾳ καὶ τὸ εὔκολον ἀνεδεικνύοτο ὑπὸ τὴν μέταξαν. xyxy=(311,926,648,987)
story-p4: Εἰς τὰ βάζα, ἐπὶ τῶν ἐπίπλων, ἐπὶ τοῦ τάπητος, ἐπὶ τῆς κλίνης ὑπῆρχον παντοῦ τριαντάφυλλα, τὰ ὁποῖα ἐκείνη εἶχε σκορπίσῃ, μαδήσῃ ἀφθόνως. xyxy=(311,685,648,732)
santalon-ask: Ζητεῖτε τὸ ἀληθὲς ΣΑΝΤΑΛΟΝ CLIN xyxy=(1155,1596,1414,1612)
story-p17: Καὶ τῆς ἤρεσεν ἡ ἐργασία της αὕτη. xyxy=(311,1443,539,1459)
dept-1-item: Καθίσματα καμπυλοειδῆ συστήματος Βιέννης, xyxy=(1031,501,1327,516)
sart-address: ΟΔΟΣ ΕΡΜΟΥ 126 xyxy=(1203,1190,1367,1209)
dept-2-item: Παντὸς εἴδους ξυλουργικὰ ἔργα. xyxy=(1031,644,1240,660)
vafi-title: ΒΑΦΗ ΤΡΙΧΩΝ xyxy=(742,1272,938,1305)
afoplismos-text: ΠΕΤΡΟΥΠΟΛΙΣ, 11 Ἰανουαρίου (διὰ Κερκύρας).— Τὰ γεγονότα διαψεύδουσι τὴν πρόθεσιν τοῦ Τσάρου περὶ γενικοῦ ἀφοπλισμοῦ. Ἐν τῷ προϋπολογισμῷ τοῦ 1898 εἶχον ἀναγραφῇ 289 ἑκατομμύρια ρουβλίων διὰ τὸν Στρατὸν καὶ 67 ἑκατμ. διὰ τὸ Ναυτικόν, ἐνῷ ἐν τῷ τοῦ 1899 ἀναγράφονται 324 διὰ τὸν Στρατὸν καὶ 83 διὰ τὸ Ναυτικόν, πρὸς δὲ ἀναγράφονται διὰ τὸ ἔτος τοῦτο καὶ 12 1)2 ἑκατομμύρια ρουβλίων δι' ἐκτάκτους πολεμικὰς δαπάνας, ἐνῷ πέρυσιν εἶχον ἀναγραφῇ μόνον 329 χιλιάδες. xyxy=(60,381,297,659)
elix-text-3: Ἡ φιάλη δρ. 6 εἰς τὰς ἐπαρχίας ἀποστέλλεται ἀντὶ δρ. 8 καὶ εἰς τὸ ἐξωτερικὸν φράγκων χρυσῶν 12. Κεντρικὴ ἀποθήκη ὁδὸς Σόλωνος ἀριθ. 75 Βασιλικὸν Φαρμακεῖον Ν. ΒΑΚΤΑΔΟΠΟΥΛΟΥ, πρώην ΣΤ. ΝΙΚΟΛΑΪΔΟΥ. xyxy=(1031,1987,1538,2034)
masthead-title: ΕΜΠΡΟΣ xyxy=(745,93,851,109)
masthead xyxy=(60,93,1536,113)
ad-subtitle: ΞΥΛΟΥΡΓΙΚΟΝ ΕΡΓΟΣΤΑΣΙΟΝ xyxy=(1078,162,1491,191)
column-4 xyxy=(1031,118,1538,2262)
heading-perilipsis: ΠΕΡΙΛΗΨΙΣ xyxy=(782,358,898,379)
divider xyxy=(60,856,297,857)
signature-names xyxy=(660,904,1019,919)
doniseis-text-3: Πλεῖσται οἰκίαι τῶν Φιλιατρῶν διερράγησαν. xyxy=(60,1730,297,1761)
dept-1-label: ΤΜΗΜΑ ΚΑΘΕΚΛΟΠΟΙΪΑΣ xyxy=(1077,483,1273,498)
seal-year-right: 91 xyxy=(1334,901,1376,937)
sart-title: ΝΙΚΟΛΑΟΣ Γ. ΣΑΡΤΣΕΝΤΟΣ xyxy=(1122,1074,1447,1099)
perilipsis-text: τῆς ὑπ' ἀρ. 8496 ἐρήμην ἀποφάσεως τοῦ δικαστηρίου τῶν ἐν Ἀθήναις Πρωτοδικῶν ἐκδοθείσης μεταξὺ τοῦ ἐνάγοντος Ἠλία Ν. Ἀβραμόση, κατοίκου Μανσούρας τῆς Αἰγύπτου καὶ τῶν ἐναγομένων Νίγκας θυγατρὸς Α. Κωνσταντίνου Μίχου καὶ Κωνσταντίνας θυγατρὸς Γεωργίου Κωνσταντίνου Μίχου, κατοίκων Κορυτσᾶς τῆς Μακεδονίας. xyxy=(660,382,1019,491)
ydata-address: 75 — Ὁδὸς Σόλωνος — 75. xyxy=(729,1894,951,1913)
soudan-lead: Σύμβασις μεταξὺ Ἀγγλίας καὶ Αἰγύπτου xyxy=(71,907,286,938)
tents-lead: Ἀνάγκη σκηνῶν καὶ ξυλείας.—Ζημίαι ἑνὸς ἑκατομμυρίου xyxy=(67,1835,290,1866)
ygron-text: Τὸ θαυματουργὸν τοῦτο φάρμακον θεραπεύει ἀλανθάστως καὶ ἄνευ συνεπειῶν τὴν ὀξεῖαν γονόρροιαν καὶ χρονιωτάτην βλεννόρροιαν, καὶ τὴν λευκόρροιαν τῶν γυναικῶν. xyxy=(660,1545,1019,1607)
story-cont-3: Ἕνα βράδυ ἐτόλμησε καὶ τῆς ἐψιθύρισε τι εἰς τὸ αὐτί, ὀλίγας λέξεις, ἕνα κομπλιμέντο. Τὴν ἐπαύριον ἐθρανεύθη τόσον, ὥστε νὰ τῆς προσφέρῃ ἕνα μπουκετάκιο κόκκινα τριαντάφυλλα καὶ νὰ τῆς ζητήσῃ συγγνώμην. xyxy=(660,222,1019,299)
ydata-pharmacy: ΒΑΣΙΛΙΚΟΝ ΦΑΡΜΑΚΕΙΟΝ xyxy=(752,1832,928,1847)
dept-bar xyxy=(1031,577,1071,587)
story-p26: Ἀνέμενε πάντοτε νὰ ἀπεφασίσῃ τὸν ἐαυτὸν της εἰς ἀνθρωπίνους στιγμὰς. xyxy=(311,1853,648,1884)
